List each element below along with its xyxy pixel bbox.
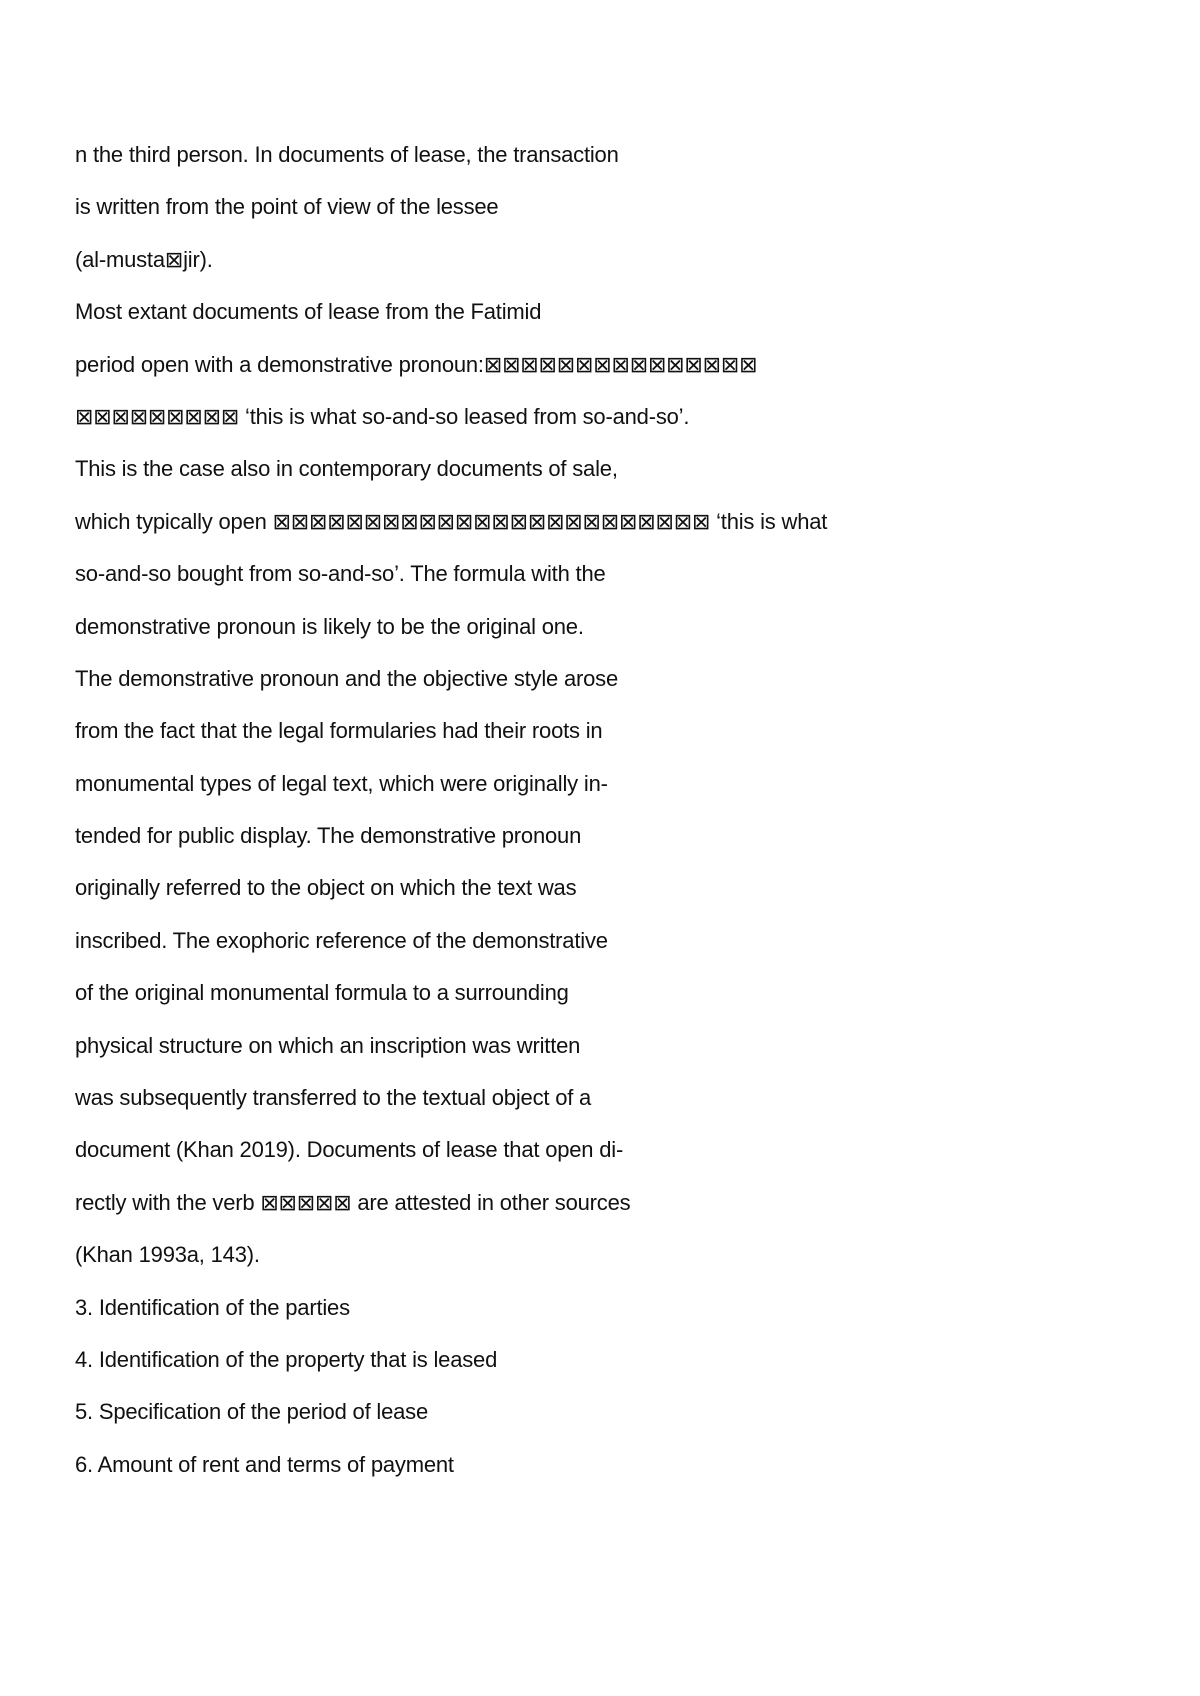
text-line: period open with a demonstrative pronoun:⊠⊠⊠⊠⊠⊠⊠⊠⊠⊠⊠⊠⊠⊠⊠ [75, 351, 758, 377]
text-line: physical structure on which an inscription was written [75, 1032, 581, 1058]
document-body [75, 138, 1125, 1500]
text-line: document (Khan 2019). Documents of lease that open di- [75, 1137, 624, 1163]
text-line: 6. Amount of rent and terms of payment [75, 1451, 454, 1477]
text-line: so-and-so bought from so-and-so’. The formula with the [75, 561, 606, 587]
text-line: 4. Identification of the property that is leased [75, 1346, 498, 1372]
text-line: (Khan 1993a, 143). [75, 1242, 260, 1268]
text-line: monumental types of legal text, which were originally in- [75, 770, 608, 796]
text-line: The demonstrative pronoun and the objective style arose [75, 665, 618, 691]
text-line: originally referred to the object on which the text was [75, 875, 577, 901]
text-line: demonstrative pronoun is likely to be the original one. [75, 613, 584, 639]
text-line: is written from the point of view of the lessee [75, 194, 499, 220]
text-line: (al-musta⊠jir). [75, 246, 213, 272]
text-line: ⊠⊠⊠⊠⊠⊠⊠⊠⊠ ‘this is what so-and-so leased from so-and-so’. [75, 403, 690, 429]
text-line: inscribed. The exophoric reference of the demonstrative [75, 927, 608, 953]
text-line: n the third person. In documents of lease, the transaction [75, 142, 619, 167]
text-line: rectly with the verb ⊠⊠⊠⊠⊠ are attested in other sources [75, 1189, 631, 1215]
text-line: 3. Identification of the parties [75, 1294, 350, 1320]
text-line: of the original monumental formula to a surrounding [75, 980, 569, 1006]
text-line: 5. Specification of the period of lease [75, 1399, 428, 1425]
text-line: which typically open ⊠⊠⊠⊠⊠⊠⊠⊠⊠⊠⊠⊠⊠⊠⊠⊠⊠⊠⊠⊠⊠⊠⊠⊠ ‘this is what [75, 508, 828, 534]
text-line: This is the case also in contemporary documents of sale, [75, 456, 618, 482]
text-line: tended for public display. The demonstrative pronoun [75, 823, 582, 849]
text-line: Most extant documents of lease from the Fatimid [75, 299, 542, 325]
text-line: was subsequently transferred to the textual object of a [75, 1085, 592, 1111]
text-line: from the fact that the legal formularies had their roots in [75, 718, 603, 744]
